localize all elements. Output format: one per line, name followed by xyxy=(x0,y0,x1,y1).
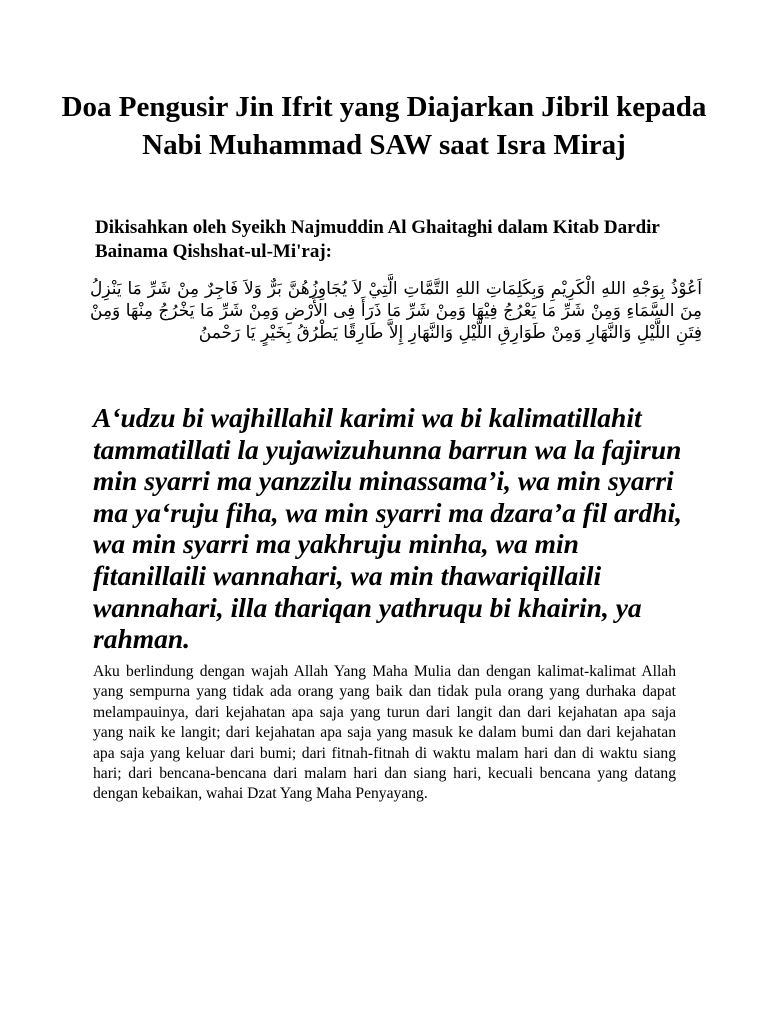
intro-text: Dikisahkan oleh Syeikh Najmuddin Al Ghaitaghi dalam Kitab Dardir Bainama Qishshat-ul-Mi'raj: xyxy=(95,217,660,262)
translation-text: Aku berlindung dengan wajah Allah Yang Maha Mulia dan dengan kalimat-kalimat Allah yang sempurna yang tidak ada orang yang baik dan tidak pula orang yang durhaka dapat melampauinya, dari kejahatan apa saja yang turun dari langit dan dari kejahatan apa saja yang naik ke langit; dari kejahatan apa saja yang masuk ke dalam bumi dan dari kejahatan apa saja yang keluar dari bumi; dari fitnah-fitnah di waktu malam hari dan di waktu siang hari; dari bencana-bencana dari malam hari dan siang hari, kecuali bencana yang datang dengan kebaikan, wahai Dzat Yang Maha Penyayang. xyxy=(93,663,676,803)
transliteration-text: A‘udzu bi wajhillahil karimi wa bi kalimatillahit tammatillati la yujawizuhunna barrun wa la fajirun min syarri ma yanzzilu minassama’i, wa min syarri ma ya‘ruju fiha, wa min syarri ma dzara’a fil ardhi, wa min syarri ma yakhruju minha, wa min fitanillaili wannahari, wa min thawariqillaili wannahari, illa thariqan yathruqu bi khairin, ya rahman. xyxy=(93,402,683,655)
arabic-prayer-text: اَعُوْذُ بِوَجْهِ اللهِ الْكَرِيْمِ وَبِكَلِمَاتِ اللهِ التَّمَّاتِ الَّتِيْ لاَ يُجَاوِزُهُنَّ بَرٌّ وَلاَ فَاجِرٌ مِنْ شَرِّ مَا يَنْزِلُ مِنَ السَّمَاءِ وَمِنْ شَرِّ مَا يَعْرُجُ فِيْهَا وَمِنْ شَرِّ مَا ذَرَأَ فِى الأَرْضِ وَمِنْ شَرِّ مَا يَخْرُجُ مِنْهَا وَمِنْ فِتَنِ اللَّيْلِ وَالنَّهَارِ وَمِنْ طَوَارِقِ اللَّيْلِ وَالنَّهَارِ إِلاَّ طَارِقًا يَطْرُقُ بِخَيْرٍ يَا رَحْمنُ xyxy=(90,279,702,343)
document-title: Doa Pengusir Jin Ifrit yang Diajarkan Jibril kepada Nabi Muhammad SAW saat Isra Miraj xyxy=(61,91,707,161)
